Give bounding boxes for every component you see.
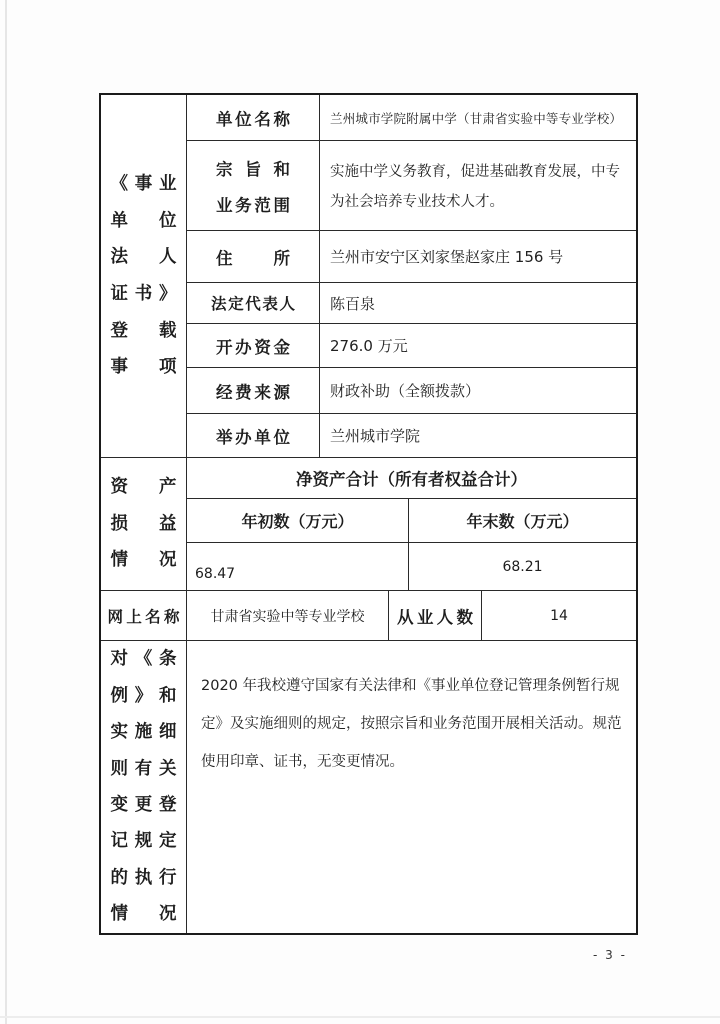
compliance-header-line: 变更登	[110, 795, 177, 815]
year-end-value: 68.21	[502, 558, 543, 575]
cert-header-line: 法人	[110, 247, 177, 268]
organizer-label-cell	[187, 414, 320, 457]
compliance-header-line: 情况	[110, 904, 177, 925]
assets-header-line: 情况	[110, 550, 177, 571]
assets-subheader-row	[187, 499, 636, 543]
assets-header-line: 损益	[110, 513, 177, 534]
compliance-header-line: 记规定	[110, 831, 177, 852]
section-certificate-items	[101, 95, 636, 458]
unit-name-value: 兰州城市学院附属中学（甘肃省实验中等专业学校）	[330, 110, 623, 126]
cert-header-cell	[101, 95, 187, 457]
compliance-header-line: 则有关	[110, 758, 177, 779]
address-label: 住所	[216, 248, 290, 268]
online-name-label-cell	[101, 591, 187, 640]
compliance-header-cell	[101, 641, 187, 933]
cert-header-line: 事项	[110, 357, 177, 378]
row-mission	[187, 141, 636, 231]
staff-count-label-cell	[389, 591, 482, 640]
row-legal-rep	[187, 283, 636, 324]
year-end-header: 年末数（万元）	[466, 512, 579, 531]
year-start-header: 年初数（万元）	[187, 499, 409, 542]
section-assets	[101, 458, 636, 591]
cert-header-line: 单位	[110, 210, 177, 231]
cert-header-line: 登载	[110, 320, 177, 341]
mission-value: 实施中学义务教育，促进基础教育发展，中专为社会培养专业技术人才。	[330, 164, 620, 210]
capital-label-cell	[187, 324, 320, 367]
cert-header-line: 《事业	[110, 174, 177, 195]
mission-label-line2: 业务范围	[216, 195, 290, 215]
row-organizer	[187, 414, 636, 457]
assets-header-cell	[101, 458, 187, 590]
scan-edge-left	[5, 0, 7, 1024]
section-online-name	[101, 591, 636, 641]
staff-count-value: 14	[550, 607, 568, 624]
funding-value: 财政补助（全额拨款）	[330, 382, 481, 400]
unit-name-label: 单位名称	[216, 109, 290, 129]
address-label-cell	[187, 231, 320, 282]
row-unit-name	[187, 95, 636, 141]
staff-count-label: 从业人数	[397, 607, 473, 627]
assets-values-row	[187, 543, 636, 590]
unit-name-label-cell	[187, 95, 320, 140]
compliance-statement: 2020 年我校遵守国家有关法律和《事业单位登记管理条例暂行规定》及实施细则的规定，按照宗旨和业务范围开展相关活动。规范使用印章、证书，无变更情况。	[201, 678, 622, 770]
assets-grid	[187, 458, 636, 590]
organizer-label: 举办单位	[216, 427, 290, 447]
mission-label-line1: 宗旨和	[216, 159, 290, 179]
funding-label-cell	[187, 368, 320, 413]
compliance-header-line: 对《条	[110, 649, 177, 670]
compliance-header-line: 实施细	[110, 722, 177, 743]
mission-label-cell	[187, 141, 320, 230]
registration-table	[99, 93, 638, 935]
compliance-header-line: 例》和	[110, 685, 177, 706]
capital-label: 开办资金	[216, 337, 290, 357]
legal-rep-label-cell	[187, 283, 320, 323]
address-value: 兰州市安宁区刘家堡赵家庄 156 号	[330, 248, 564, 266]
row-address	[187, 231, 636, 283]
section-compliance	[101, 641, 636, 933]
scan-edge-bottom	[0, 1016, 720, 1018]
compliance-header-line: 的执行	[110, 867, 177, 888]
row-capital	[187, 324, 636, 368]
assets-header-line: 资产	[110, 477, 177, 498]
organizer-value: 兰州城市学院	[330, 427, 421, 445]
online-name-label: 网上名称	[107, 607, 180, 626]
legal-rep-label: 法定代表人	[211, 295, 295, 313]
capital-value: 276.0 万元	[330, 337, 408, 355]
cert-header-line: 证书》	[110, 284, 177, 304]
legal-rep-value: 陈百泉	[330, 294, 376, 313]
cert-rows	[187, 95, 636, 457]
funding-label: 经费来源	[216, 382, 290, 402]
net-assets-title: 净资产合计（所有者权益合计）	[187, 458, 636, 499]
page-number: - 3 -	[593, 948, 627, 962]
online-name-value: 甘肃省实验中等专业学校	[187, 591, 389, 640]
year-start-value: 68.47	[187, 543, 409, 590]
row-funding	[187, 368, 636, 414]
